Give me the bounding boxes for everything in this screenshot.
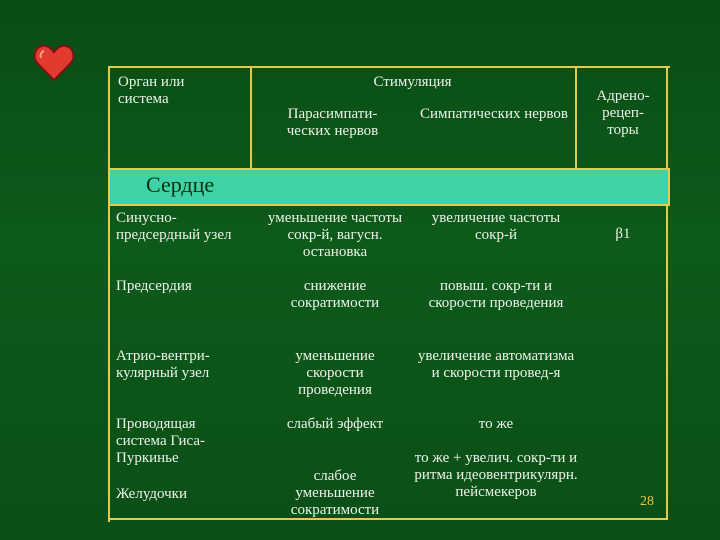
row-5-sympathetic: то же + увелич. сокр-ти и ритма идеовентрикулярн. пейсмекеров	[414, 450, 578, 500]
row-2-parasympathetic: снижение сократимости	[290, 278, 380, 311]
header-sympathetic: Симпатических нервов	[420, 106, 568, 122]
row-3-organ: Атрио-вентри-кулярный узел	[116, 348, 210, 381]
header-adrenoreceptors: Адрено-рецеп-торы	[596, 88, 650, 138]
header-organ: Орган или система	[118, 74, 185, 107]
row-4-organ: Проводящая система Гиса-Пуркинье	[116, 416, 205, 466]
row-3-sympathetic: увеличение автоматизма и скорости провед-я	[417, 348, 575, 381]
row-1-sympathetic: увеличение частоты сокр-й	[431, 210, 561, 243]
header-parasympathetic: Парасимпати-ческих нервов	[286, 106, 379, 139]
row-1-receptor: β1	[615, 226, 631, 242]
left-border-lower	[108, 202, 110, 520]
col-divider-3	[575, 66, 577, 170]
heart-icon	[32, 40, 76, 84]
right-border-lower	[666, 202, 668, 520]
row-1-parasympathetic: уменьшение частоты сокр-й, вагусн. остановка	[267, 210, 403, 260]
page-number: 28	[640, 494, 654, 509]
row-4-parasympathetic: слабый эффект	[286, 416, 384, 432]
right-border	[666, 66, 668, 170]
header-stimulation: Стимуляция	[373, 74, 452, 90]
row-1-organ: Синусно-предсердный узел	[116, 210, 232, 243]
row-5-parasympathetic: слабое уменьшение сократимости	[290, 468, 380, 518]
row-2-sympathetic: повыш. сокр-ти и скорости проведения	[428, 278, 564, 311]
row-5-organ: Желудочки	[116, 486, 187, 502]
section-label: Сердце	[146, 172, 215, 197]
row-4-sympathetic: то же	[478, 416, 514, 432]
row-3-parasympathetic: уменьшение скорости проведения	[295, 348, 375, 398]
row-2-organ: Предсердия	[116, 278, 192, 294]
